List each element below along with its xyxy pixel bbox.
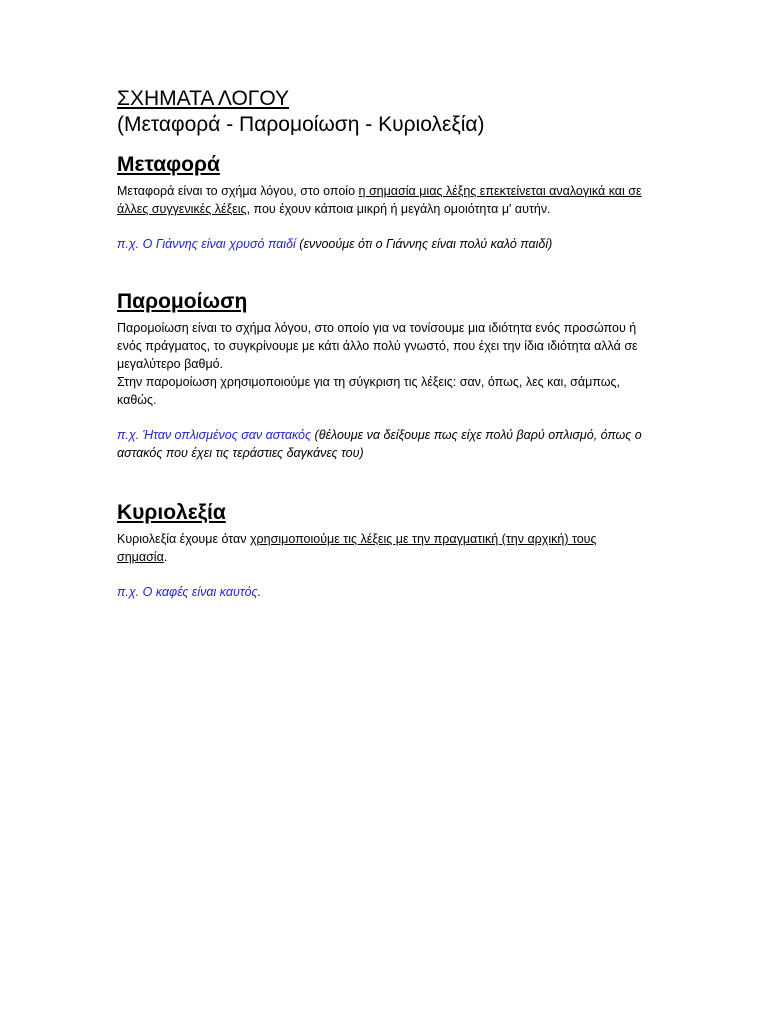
paragraph-text: .	[163, 550, 168, 564]
section-paragraph	[117, 530, 647, 566]
section-paragraph	[117, 182, 647, 218]
section-heading: Κυριολεξία	[117, 501, 226, 524]
example-prefix: π.χ.	[117, 237, 143, 251]
example-line	[117, 235, 647, 253]
document-title-text: ΣΧΗΜΑΤΑ ΛΟΓΟΥ	[117, 87, 290, 110]
paragraph-text: , που έχουν κάποια μικρή ή μεγάλη ομοιότητα μ' αυτήν.	[246, 202, 551, 216]
section-heading: Μεταφορά	[117, 153, 220, 176]
paragraph-text: Κυριολεξία έχουμε όταν	[117, 532, 250, 546]
document-page	[117, 86, 647, 601]
section-paragraph: Στην παρομοίωση χρησιμοποιούμε για τη σύγκριση τις λέξεις: σαν, όπως, λες και, σάμπως, καθώς.	[117, 375, 621, 407]
example-line	[117, 426, 647, 462]
section-paromoiosi	[117, 289, 647, 462]
example-line	[117, 583, 647, 601]
example-explanation: (εννοούμε ότι ο Γιάννης είναι πολύ καλό παιδί)	[295, 237, 553, 251]
example-phrase: Ο Γιάννης είναι χρυσό παιδί	[142, 237, 296, 251]
underlined-phrase: χρησιμοποιούμε τις λέξεις με την πραγματική (την αρχική) τους σημασία	[117, 532, 597, 564]
section-metafora	[117, 152, 647, 253]
underlined-phrase: η σημασία μιας λέξης επεκτείνεται αναλογικά και σε άλλες συγγενικές λέξεις	[117, 184, 642, 216]
document-subtitle: (Μεταφορά - Παρομοίωση - Κυριολεξία)	[117, 113, 485, 136]
example-explanation: .	[257, 585, 262, 599]
section-heading: Παρομοίωση	[117, 290, 248, 313]
example-prefix: π.χ.	[117, 585, 143, 599]
section-kyriolexia	[117, 500, 647, 601]
example-phrase: Ο καφές είναι καυτός	[142, 585, 258, 599]
example-phrase: Ήταν οπλισμένος σαν αστακός	[142, 428, 312, 442]
document-title	[117, 86, 647, 112]
section-paragraph: Παρομοίωση είναι το σχήμα λόγου, στο οποίο για να τονίσουμε μια ιδιότητα ενός προσώπου ή ενός πράγματος, το συγκρίνουμε με κάτι άλλο πολύ γνωστό, που έχει την ίδια ιδιότητα αλλά σε μεγαλύτερο βαθμό.	[117, 321, 638, 371]
paragraph-text: Μεταφορά είναι το σχήμα λόγου, στο οποίο	[117, 184, 359, 198]
example-explanation: (θέλουμε να δείξουμε πως είχε πολύ βαρύ οπλισμό, όπως ο αστακός που έχει τις τεράστιες δαγκάνες του)	[117, 428, 642, 460]
example-prefix: π.χ.	[117, 428, 143, 442]
